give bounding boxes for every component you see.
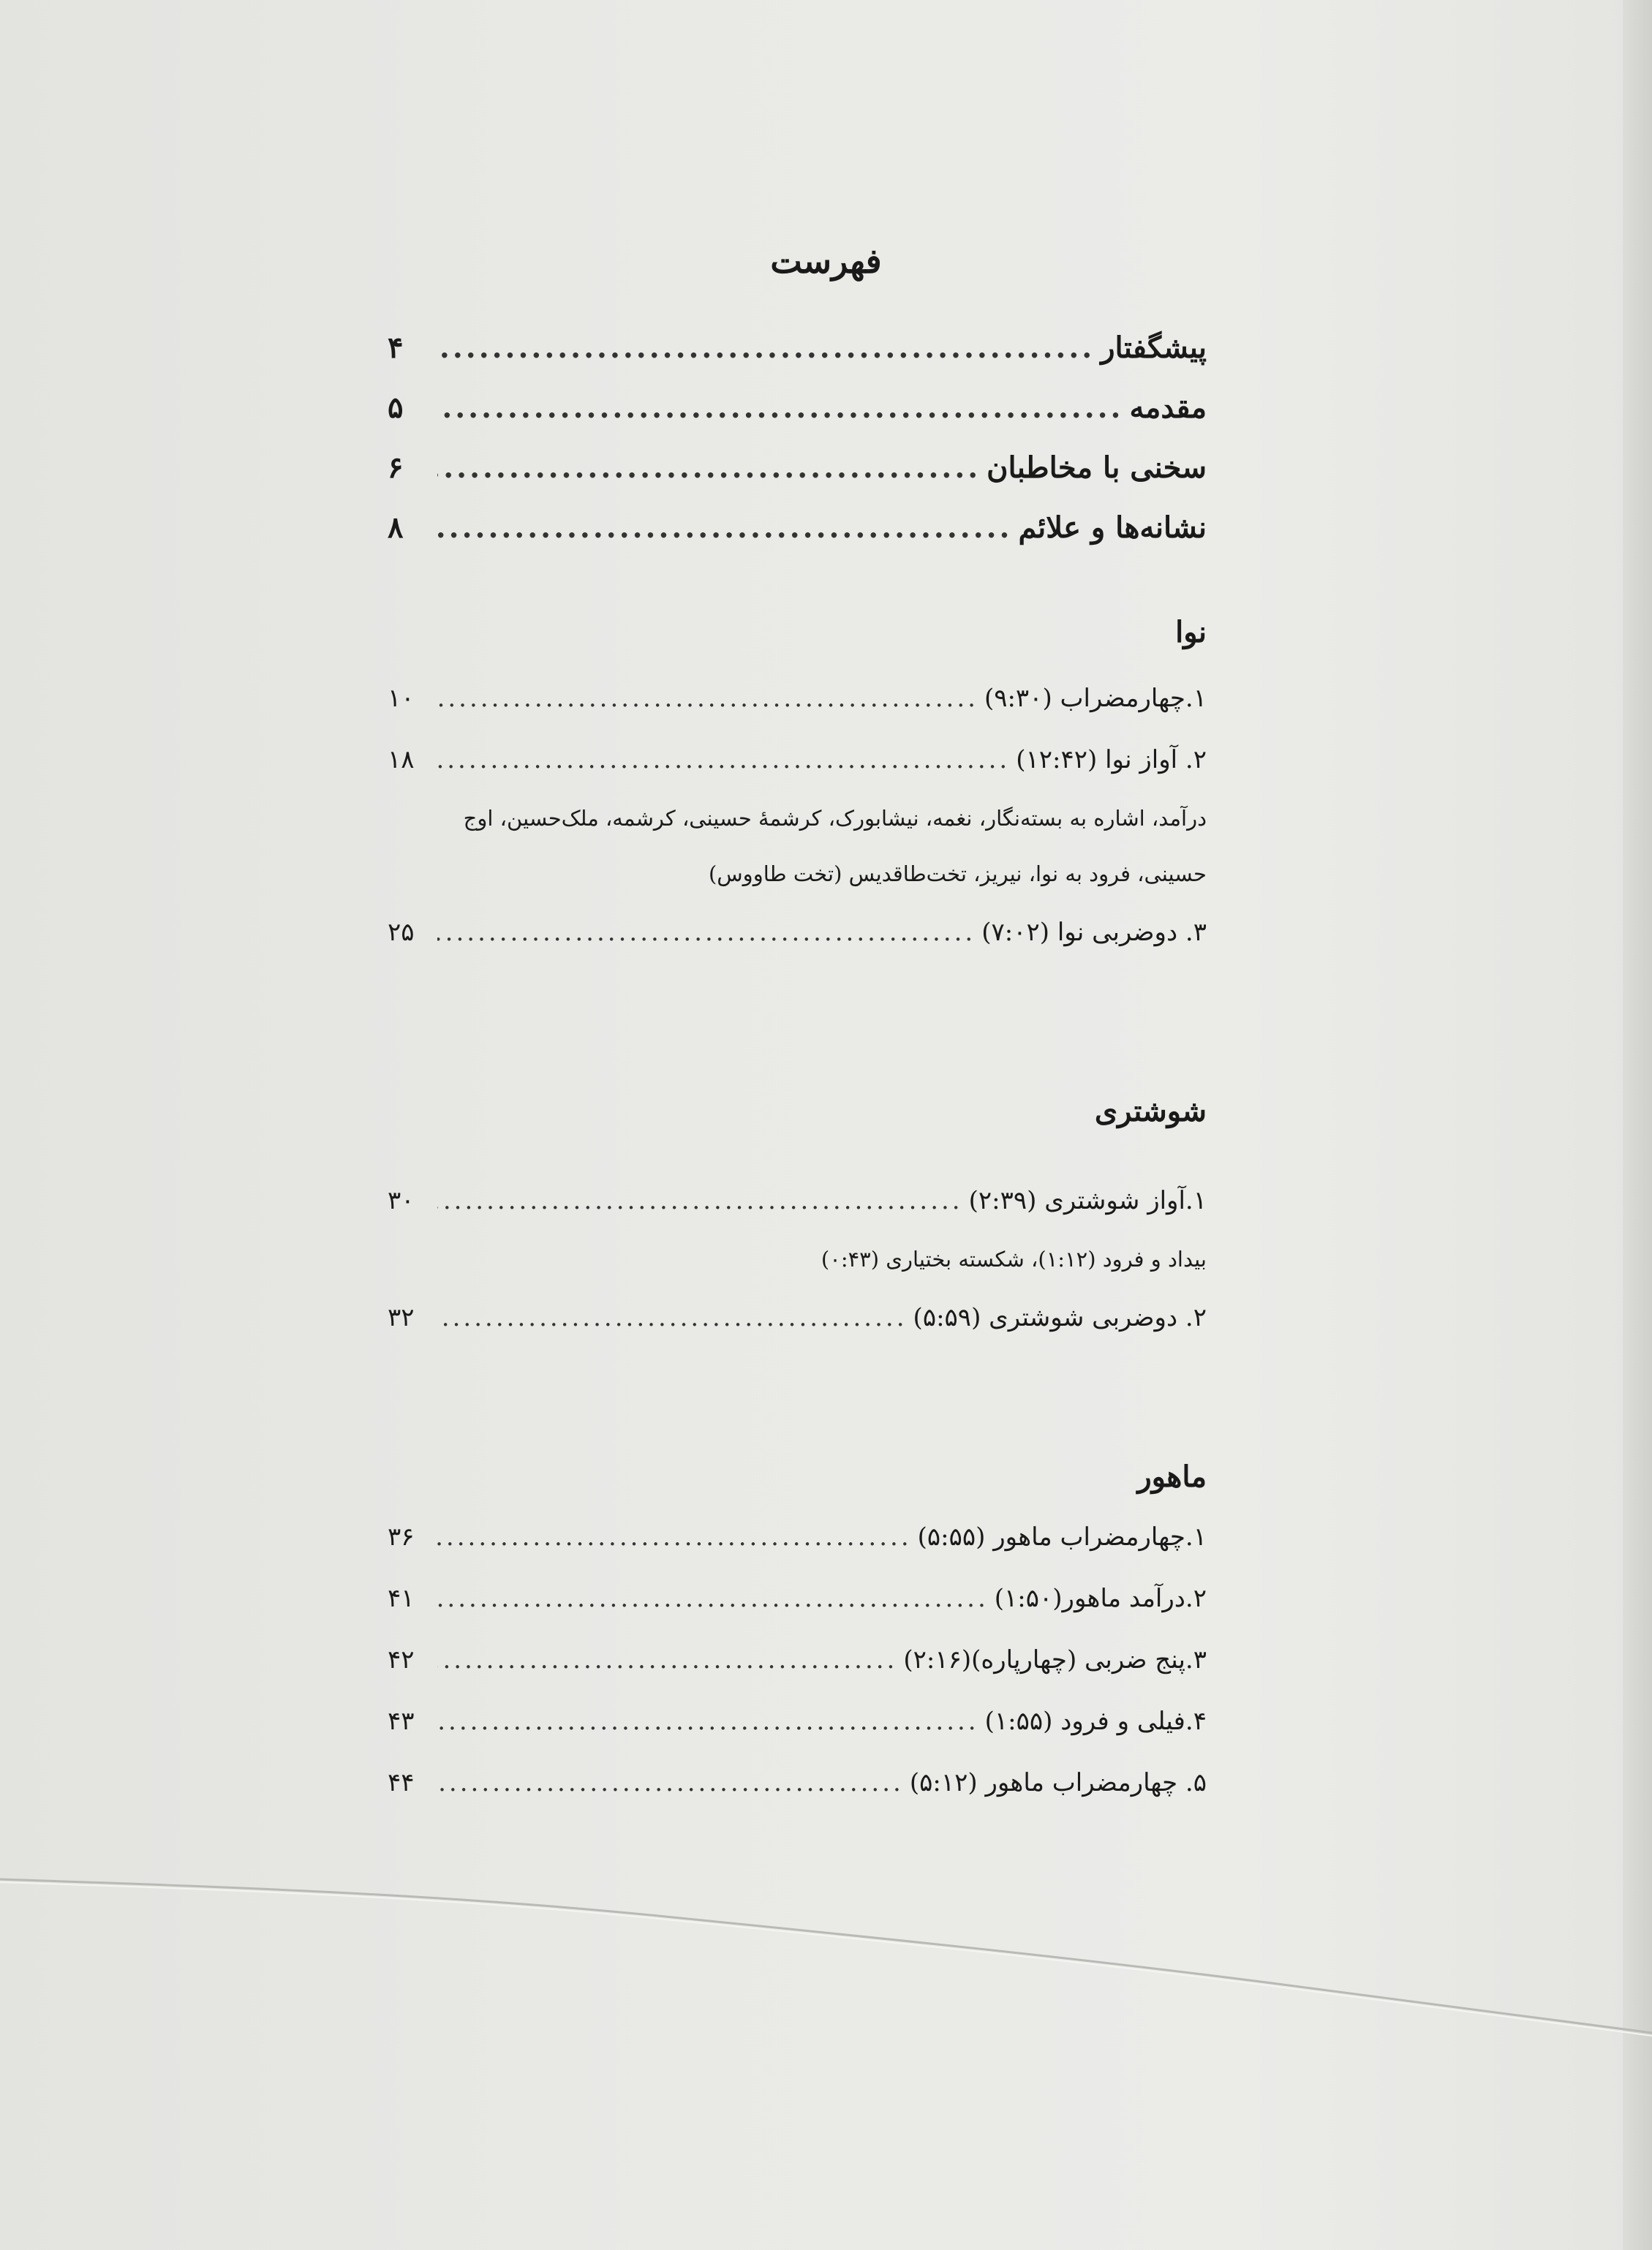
toc-page-number: ۵ [388,390,404,425]
dot-leader [437,378,1123,438]
toc-entry-label: ۴.فیلی و فرود (۱:۵۵) [984,1707,1207,1736]
toc-entry-label: ۵. چهارمضراب ماهور (۵:۱۲) [909,1768,1207,1797]
toc-page-number: ۴ [388,331,404,365]
toc-page-number: ۲۵ [388,918,415,947]
toc-entry-label: ۱.چهارمضراب (۹:۳۰) [984,684,1207,713]
toc-page-number: ۳۶ [388,1522,415,1552]
toc-entry-label: ۱.چهارمضراب ماهور (۵:۵۵) [917,1522,1207,1552]
toc-page-number: ۴۳ [388,1707,415,1736]
section-heading: نوا [1175,615,1207,649]
toc-entry [388,438,1207,498]
page-title: فهرست [770,241,882,281]
toc-entry-label: ۲.درآمد ماهور(۱:۵۰) [994,1584,1207,1613]
toc-entry-label: مقدمه [1129,390,1207,425]
toc-entry [388,498,1207,558]
dot-leader [437,902,976,963]
toc-page-number: ۴۲ [388,1645,415,1675]
toc-entry [388,378,1207,438]
toc-entry [388,1752,1207,1813]
dot-leader [437,1629,897,1691]
paper-crease [0,1850,1652,2084]
section-heading: ماهور [1137,1460,1207,1494]
toc-entry-label: ۲. دوضربی شوشتری (۵:۵۹) [913,1303,1207,1332]
toc-entry [388,668,1207,729]
dot-leader [437,1691,979,1752]
dot-leader [437,668,978,729]
toc-section-nava [388,611,1207,963]
toc-entry [388,902,1207,963]
toc-entry [388,1568,1207,1629]
toc-entry-subtitle: درآمد، اشاره به بسته‌نگار، نغمه، نیشابورک، کرشمهٔ حسینی، کرشمه، ملک‌حسین، اوج [463,806,1207,831]
toc-page-number: ۸ [388,510,404,545]
toc-entry [388,1170,1207,1231]
toc-page-number: ۳۰ [388,1186,415,1215]
toc-entry-subtitle: حسینی، فرود به نوا، نیریز، تخت‌طاقدیس (تخت طاووس) [708,861,1207,886]
toc-entry-label: پیشگفتار [1101,331,1207,365]
toc-section-mahur [388,1455,1207,1813]
toc-page-number: ۱۰ [388,684,415,713]
toc-page-number: ۱۸ [388,745,415,774]
toc-entry-label: ۳.پنج ضربی (چهارپاره)(۲:۱۶) [903,1645,1207,1675]
toc-entry-label: سخنی با مخاطبان [987,450,1207,485]
toc-page-number: ۳۲ [388,1303,415,1332]
dot-leader [437,438,981,498]
toc-entry-label: ۱.آواز شوشتری (۲:۳۹) [968,1186,1207,1215]
toc-entry-label: نشانه‌ها و علائم [1018,510,1207,545]
dot-leader [437,1170,963,1231]
dot-leader [437,1752,904,1813]
toc-page-number: ۴۴ [388,1768,415,1797]
toc-entry [388,1629,1207,1691]
dot-leader [437,318,1095,378]
toc-entry-label: ۲. آواز نوا (۱۲:۴۲) [1016,745,1207,774]
toc-page-number: ۴۱ [388,1584,415,1613]
toc-entry-subtitle: بیداد و فرود (۱:۱۲)، شکسته بختیاری (۰:۴۳) [821,1247,1207,1272]
toc-entry [388,1691,1207,1752]
dot-leader [437,1568,989,1629]
toc-entry [388,1506,1207,1568]
dot-leader [437,1287,908,1348]
toc-section-shushtari [388,1090,1207,1348]
dot-leader [437,1506,912,1568]
dot-leader [437,498,1012,558]
front-matter-list [388,318,1207,558]
toc-entry-label: ۳. دوضربی نوا (۷:۰۲) [981,918,1207,947]
toc-entry [388,1287,1207,1348]
dot-leader [437,729,1010,790]
toc-page-number: ۶ [388,450,404,485]
toc-entry [388,729,1207,790]
toc-entry [388,318,1207,378]
section-heading: شوشتری [1094,1094,1207,1128]
